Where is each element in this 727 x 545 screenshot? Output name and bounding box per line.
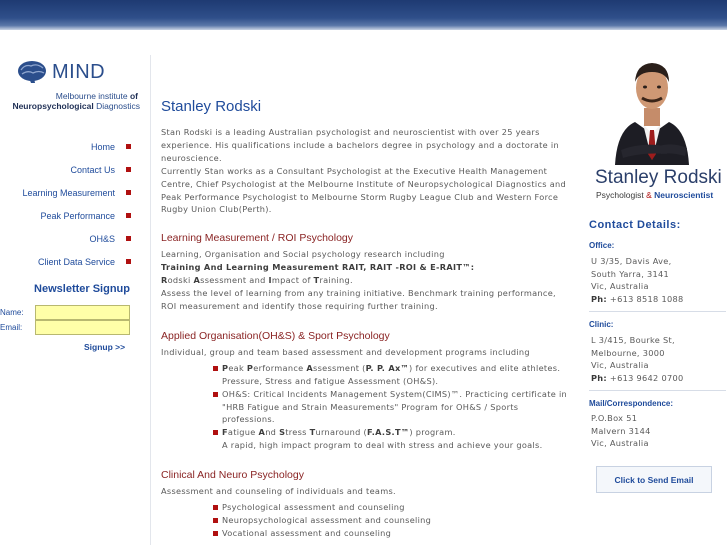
section-heading-learning: Learning Measurement / ROI Psychology [161, 232, 354, 245]
learning-line-3: Rodski Assessment and Impact of Training. [161, 275, 353, 286]
applied-list [161, 362, 571, 452]
nav-label: Peak Performance [40, 210, 115, 221]
list-item: Vocational assessment and counseling [161, 527, 571, 540]
portrait-photo [611, 50, 693, 165]
nav-item-home[interactable] [0, 135, 150, 158]
section-heading-clinical: Clinical And Neuro Psychology [161, 469, 304, 482]
clinic-address: L 3/415, Bourke St, Melbourne, 3000 Vic, Australia Ph: +613 9642 0700 [591, 335, 684, 383]
main-content [161, 98, 571, 540]
list-item: Fatigue And Stress Turnaround (F.A.S.T™) program. A rapid, high impact program to deal with stress and achieve your goals. [161, 426, 571, 452]
bullet-icon [126, 190, 131, 195]
intro-paragraph-2: Currently Stan works as a Consultant Psychologist at the Executive Health Management Centre, Chief Psychologist at the Melbourne Institute of Neuropsychological Diagnostics and Peak Performance Psychologist to Melbourne Storm Rugby League Club and Western Force Rugby Union Club(Perth). [161, 165, 567, 215]
nav-item-learning-measurement[interactable] [0, 181, 150, 204]
office-heading: Office: [589, 241, 615, 250]
brain-icon [17, 60, 49, 84]
profile-role: Psychologist & Neuroscientist [596, 190, 714, 200]
bullet-icon [126, 213, 131, 218]
nav-item-ohs[interactable] [0, 227, 150, 250]
bullet-icon [126, 167, 131, 172]
contact-title: Contact Details: [589, 219, 681, 231]
section-heading-applied: Applied Organisation(OH&S) & Sport Psychology [161, 329, 390, 342]
name-label: Name: [0, 308, 24, 317]
clinical-intro: Assessment and counseling of individuals and teams. [161, 486, 396, 497]
list-item: Neuropsychological assessment and counseling [161, 514, 571, 527]
logo-name: MIND [52, 61, 106, 83]
top-banner [0, 0, 727, 30]
list-item: Psychological assessment and counseling [161, 501, 571, 514]
column-divider [150, 55, 151, 545]
name-input[interactable] [35, 305, 130, 320]
bullet-icon [126, 144, 131, 149]
mail-address: P.O.Box 51 Malvern 3144 Vic, Australia [591, 413, 651, 448]
signup-link[interactable]: Signup >> [84, 342, 126, 352]
logo-subtitle-line2: Neuropsychological Diagnostics [12, 101, 140, 111]
office-address: U 3/35, Davis Ave, South Yarra, 3141 Vic, Australia Ph: +613 8518 1088 [591, 256, 684, 304]
nav-item-client-data-service[interactable] [0, 250, 150, 273]
site-logo[interactable] [0, 58, 150, 118]
nav-label: Home [90, 141, 115, 152]
nav-label: Learning Measurement [22, 187, 115, 198]
newsletter-title: Newsletter Signup [34, 283, 130, 295]
list-item: Peak Performance Assessment (P. P. Ax™) for executives and elite athletes. Pressure, Stress and fatigue Assessment (OH&S). [161, 362, 571, 388]
logo-subtitle-line1: Melbourne institute of [55, 91, 138, 101]
email-label: Email: [0, 323, 23, 332]
sidebar-nav [0, 135, 150, 273]
nav-label: Contact Us [70, 164, 115, 175]
learning-line-4: Assess the level of learning from any training initiative. Benchmark training performance, ROI measurement and identify those requiring further training. [161, 288, 556, 311]
page-title: Stanley Rodski [161, 98, 262, 115]
applied-intro: Individual, group and team based assessment and development programs including [161, 346, 530, 357]
divider [589, 390, 726, 391]
nav-item-contact-us[interactable] [0, 158, 150, 181]
nav-label: Client Data Service [37, 256, 115, 267]
bullet-icon [126, 259, 131, 264]
mail-heading: Mail/Correspondence: [589, 399, 674, 408]
profile-name: Stanley Rodski [595, 167, 722, 188]
nav-label: OH&S [89, 233, 115, 244]
clinic-heading: Clinic: [589, 320, 614, 329]
nav-item-peak-performance[interactable] [0, 204, 150, 227]
clinical-list [161, 501, 571, 540]
divider [589, 311, 726, 312]
learning-line-1: Learning, Organisation and Social psychology research including [161, 249, 445, 260]
bullet-icon [126, 236, 131, 241]
email-input[interactable] [35, 320, 130, 335]
intro-paragraph-1: Stan Rodski is a leading Australian psychologist and neuroscientist with over 25 years experience. His qualifications include a bachelors degree in psychology and a doctorate in neuroscience. [161, 127, 559, 163]
send-email-button[interactable]: Click to Send Email [596, 466, 712, 493]
learning-line-2: Training And Learning Measurement RAIT, RAIT -ROI & E-RAIT™: [161, 262, 475, 273]
list-item: OH&S: Critical Incidents Management System(CIMS)™. Practicing certificate in "HRB Fatigue and Strain Measurements" Program for OH&S / Sports professions. [161, 388, 571, 427]
